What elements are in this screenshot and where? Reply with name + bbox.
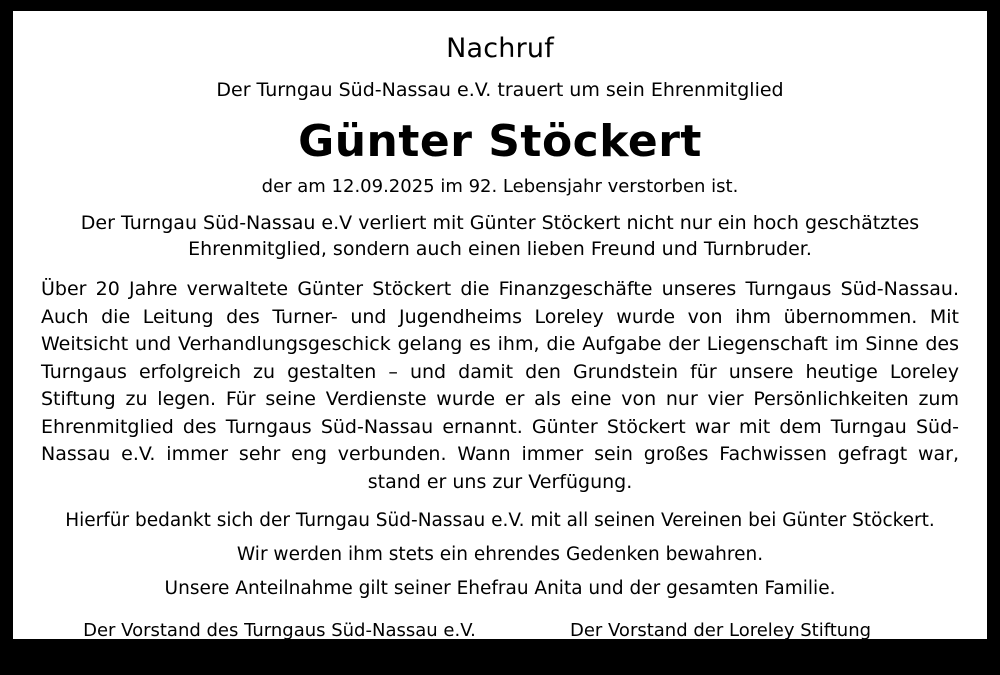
notice-condolence: Unsere Anteilnahme gilt seiner Ehefrau Anita und der gesamten Familie. bbox=[164, 577, 836, 599]
notice-subhead: Der Turngau Süd-Nassau e.V verliert mit Günter Stöckert nicht nur ein hoch geschätztes Ehrenmitglied, sondern auch einen lieben Freund und Turnbruder. bbox=[80, 211, 920, 260]
notice-body: Über 20 Jahre verwaltete Günter Stöckert die Finanzgeschäfte unseres Turngaus Süd-Nassau. Auch die Leitung des Turner- und Jugendheims Loreley wurde von ihm übernommen. Mit Weitsicht und Verhandlungsgeschick gelang es ihm, die Aufgabe der Liegenschaft im Sinne des Turngaus erfolgreich zu gestalten – und damit den Grundstein für unsere heutige Loreley Stiftung zu legen. Für seine Verdienste wurde er als eine von nur vier Persönlichkeiten zum Ehrenmitglied des Turngaus Süd-Nassau ernannt. Günter Stöckert war mit dem Turngau Süd-Nassau e.V. immer sehr eng verbunden. Wann immer sein großes Fachwissen gefragt war, stand er uns zur Verfügung. bbox=[41, 278, 959, 494]
signature-person: Vorsitzender Steffen Zander bbox=[593, 647, 848, 669]
death-date-line: der am 12.09.2025 im 92. Lebensjahr verstorben ist. bbox=[261, 176, 739, 198]
signature-block bbox=[35, 617, 965, 675]
obituary-notice bbox=[13, 11, 987, 669]
deceased-name: Günter Stöckert bbox=[298, 116, 702, 168]
signature-role: Der Vorstand des Turngaus Süd-Nassau e.V. bbox=[83, 620, 476, 642]
signature-person: Vorsitzender Jochen Baumgartner bbox=[127, 647, 432, 669]
notice-heading: Nachruf bbox=[446, 33, 554, 64]
signature-role: Der Vorstand der Loreley Stiftung bbox=[569, 620, 872, 642]
signature-stiftung bbox=[500, 617, 941, 671]
notice-remembrance: Wir werden ihm stets ein ehrendes Gedenken bewahren. bbox=[236, 543, 764, 565]
notice-thanks: Hierfür bedankt sich der Turngau Süd-Nassau e.V. mit all seinen Vereinen bei Günter Stöckert. bbox=[65, 509, 935, 531]
signature-turngau bbox=[59, 617, 500, 671]
notice-lead: Der Turngau Süd-Nassau e.V. trauert um sein Ehrenmitglied bbox=[216, 79, 784, 102]
